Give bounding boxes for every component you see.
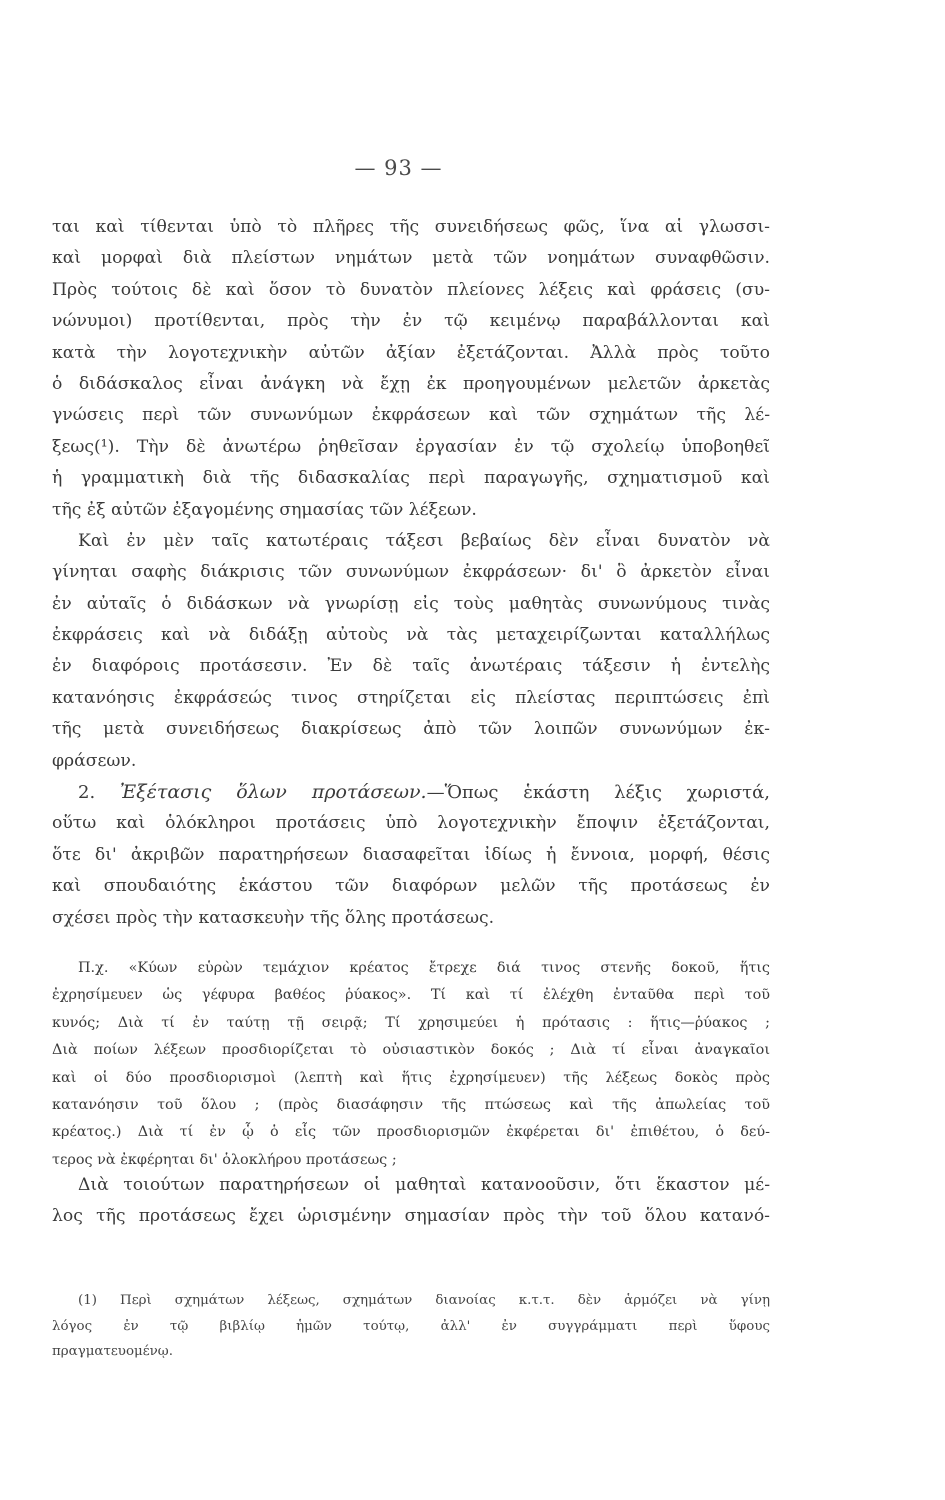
example-line: κρέατος.) Διὰ τί ἐν ᾧ ὁ εἷς τῶν προσδιορισμῶν ἐκφέρεται δι' ἐπιθέτου, ὁ δεύ- xyxy=(52,1124,770,1141)
text-line: φράσεων. xyxy=(52,750,137,771)
text-line: γνώσεις περὶ τῶν συνωνύμων ἐκφράσεων καὶ τῶν σχημάτων τῆς λέ- xyxy=(52,405,770,426)
text-line: τῆς ἐξ αὐτῶν ἐξαγομένης σημασίας τῶν λέξεων. xyxy=(52,499,477,520)
text-line: Διὰ τοιούτων παρατηρήσεων οἱ μαθηταὶ κατανοοῦσιν, ὅτι ἕκαστον μέ- xyxy=(78,1175,770,1195)
main-text xyxy=(52,212,770,934)
text-line: ἡ γραμματικὴ διὰ τῆς διδασκαλίας περὶ παραγωγῆς, σχηματισμοῦ καὶ xyxy=(52,468,770,489)
text-line: γίνηται σαφὴς διάκρισις τῶν συνωνύμων ἐκφράσεων· δι' ὃ ἀρκετὸν εἶναι xyxy=(52,562,770,583)
example-line: ἐχρησίμευεν ὡς γέφυρα βαθέος ῥύακος». Τί καὶ τί ἐλέχθη ἐνταῦθα περὶ τοῦ xyxy=(52,987,770,1004)
text-line: οὕτω καὶ ὁλόκληροι προτάσεις ὑπὸ λογοτεχνικὴν ἔποψιν ἐξετάζονται, xyxy=(52,813,770,834)
example-line: κατανόησιν τοῦ ὅλου ; (πρὸς διασάφησιν τῆς πτώσεως καὶ τῆς ἀπωλείας τοῦ xyxy=(52,1096,770,1113)
text-line: νώνυμοι) προτίθενται, πρὸς τὴν ἐν τῷ κειμένῳ παραβάλλονται καὶ xyxy=(52,311,770,332)
text-line: τῆς μετὰ συνειδήσεως διακρίσεως ἀπὸ τῶν λοιπῶν συνωνύμων ἐκ- xyxy=(52,719,770,740)
text-line: ὁ διδάσκαλος εἶναι ἀνάγκη νὰ ἔχῃ ἐκ προηγουμένων μελετῶν ἀρκετὰς xyxy=(52,373,770,394)
text-line: Καὶ ἐν μὲν ταῖς κατωτέραις τάξεσι βεβαίως δὲν εἶναι δυνατὸν νὰ xyxy=(78,530,770,551)
footnote-line: λόγος ἐν τῷ βιβλίῳ ἡμῶν τούτῳ, ἀλλ' ἐν συγγράμματι περὶ ὕφους xyxy=(52,1318,770,1334)
text-line: ἐκφράσεις καὶ νὰ διδάξῃ αὐτοὺς νὰ τὰς μεταχειρίζωνται καταλλήλως xyxy=(52,625,770,646)
text-line: κατανόησις ἐκφράσεώς τινος στηρίζεται εἰς πλείστας περιπτώσεις ἐπὶ xyxy=(52,687,770,708)
example-line: Διὰ ποίων λέξεων προσδιορίζεται τὸ οὐσιαστικὸν δοκός ; Διὰ τί εἶναι ἀναγκαῖοι xyxy=(52,1042,770,1059)
footnote-line: πραγματευομένῳ. xyxy=(52,1344,173,1360)
section-number: 2. xyxy=(78,782,96,804)
closing-text xyxy=(52,1170,770,1233)
text-line: κατὰ τὴν λογοτεχνικὴν αὐτῶν ἀξίαν ἐξετάζονται. Ἀλλὰ πρὸς τοῦτο xyxy=(52,342,770,363)
example-line: καὶ οἱ δύο προσδιορισμοὶ (λεπτὴ καὶ ἥτις ἐχρησίμευεν) τῆς λέξεως δοκὸς πρὸς xyxy=(52,1069,770,1086)
section-title: Ἐξέτασις ὅλων προτάσεων. xyxy=(119,781,427,804)
section-heading-text: —Ὅπως ἑκάστη λέξις χωριστά, xyxy=(426,782,770,804)
footnote xyxy=(52,1288,770,1365)
text-line: καὶ μορφαὶ διὰ πλείστων νημάτων μετὰ τῶν νοημάτων συναφθῶσιν. xyxy=(52,248,770,269)
example-line: κυνός; Διὰ τί ἐν ταύτῃ τῇ σειρᾷ; Τί χρησιμεύει ἡ πρότασις : ἥτις—ῥύακος ; xyxy=(52,1014,770,1031)
text-line: λος τῆς προτάσεως ἔχει ὡρισμένην σημασίαν πρὸς τὴν τοῦ ὅλου κατανό- xyxy=(52,1206,770,1227)
text-line: ὅτε δι' ἀκριβῶν παρατηρήσεων διασαφεῖται ἰδίως ἡ ἔννοια, μορφή, θέσις xyxy=(52,844,770,865)
text-line: καὶ σπουδαιότης ἑκάστου τῶν διαφόρων μελῶν τῆς προτάσεως ἐν xyxy=(52,876,770,897)
text-line: ἐν διαφόροις προτάσεσιν. Ἐν δὲ ταῖς ἀνωτέραις τάξεσιν ἡ ἐντελὴς xyxy=(52,656,770,677)
footnote-line: (1) Περὶ σχημάτων λέξεως, σχημάτων διανοίας κ.τ.τ. δὲν ἁρμόζει νὰ γίνῃ xyxy=(78,1293,770,1308)
section-heading xyxy=(52,777,770,808)
page-number: — 93 — xyxy=(354,156,443,180)
text-line: σχέσει πρὸς τὴν κατασκευὴν τῆς ὅλης προτάσεως. xyxy=(52,907,495,928)
text-line: ἐν αὐταῖς ὁ διδάσκων νὰ γνωρίσῃ εἰς τοὺς μαθητὰς συνωνύμους τινὰς xyxy=(52,593,770,614)
example-line: Π.χ. «Κύων εὑρὼν τεμάχιον κρέατος ἔτρεχε διά τινος στενῆς δοκοῦ, ἥτις xyxy=(78,960,770,976)
text-line: Πρὸς τούτοις δὲ καὶ ὅσον τὸ δυνατὸν πλείονες λέξεις καὶ φράσεις (συ- xyxy=(52,279,770,300)
example-block xyxy=(52,955,770,1174)
text-line: ξεως(¹). Τὴν δὲ ἀνωτέρω ῥηθεῖσαν ἐργασίαν ἐν τῷ σχολείῳ ὑποβοηθεῖ xyxy=(52,436,770,457)
text-line: ται καὶ τίθενται ὑπὸ τὸ πλῆρες τῆς συνειδήσεως φῶς, ἵνα αἱ γλωσσι- xyxy=(52,217,770,237)
example-line: τερος νὰ ἐκφέρηται δι' ὁλοκλήρου προτάσεως ; xyxy=(52,1151,397,1168)
